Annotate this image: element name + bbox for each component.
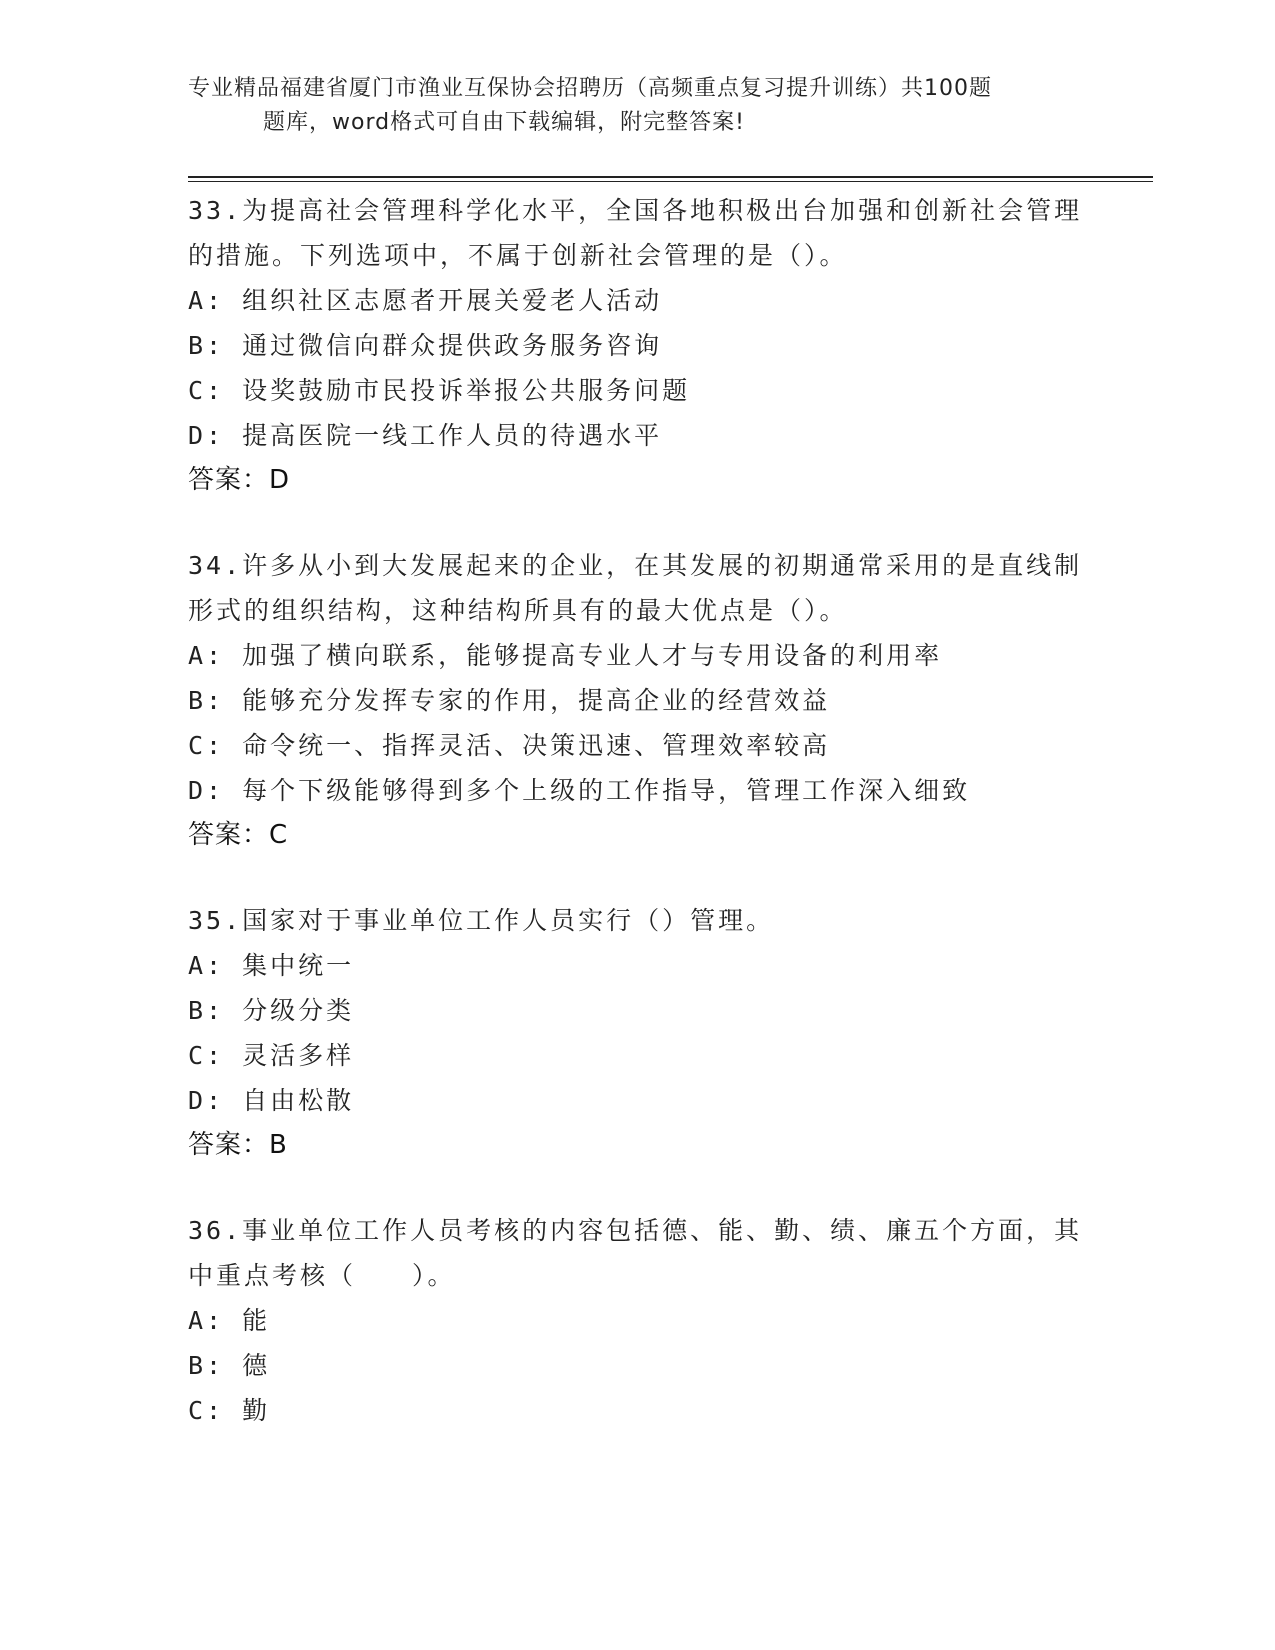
option-c: C: 设奖鼓励市民投诉举报公共服务问题 bbox=[188, 376, 691, 405]
question-stem: 34.许多从小到大发展起来的企业，在其发展的初期通常采用的是直线制形式的组织结构，这种结构所具有的最大优点是（）。 bbox=[188, 551, 1083, 625]
option-c: C: 命令统一、指挥灵活、决策迅速、管理效率较高 bbox=[188, 731, 831, 760]
answer-label: 答案：B bbox=[188, 1130, 288, 1160]
question-33 bbox=[188, 188, 1088, 503]
question-stem: 33.为提高社会管理科学化水平，全国各地积极出台加强和创新社会管理的措施。下列选项中，不属于创新社会管理的是（）。 bbox=[188, 196, 1083, 270]
question-stem: 36.事业单位工作人员考核的内容包括德、能、勤、绩、廉五个方面，其中重点考核（ ）。 bbox=[188, 1216, 1083, 1290]
question-list bbox=[188, 188, 1088, 1473]
option-d: D: 提高医院一线工作人员的待遇水平 bbox=[188, 421, 663, 450]
header-divider-bottom bbox=[188, 181, 1153, 182]
option-a: A: 加强了横向联系，能够提高专业人才与专用设备的利用率 bbox=[188, 641, 943, 670]
option-a: A: 组织社区志愿者开展关爱老人活动 bbox=[188, 286, 663, 315]
question-36 bbox=[188, 1208, 1088, 1433]
option-d: D: 自由松散 bbox=[188, 1086, 355, 1115]
option-c: C: 勤 bbox=[188, 1396, 271, 1425]
answer-label: 答案：C bbox=[188, 820, 289, 850]
option-b: B: 德 bbox=[188, 1351, 271, 1380]
option-a: A: 集中统一 bbox=[188, 951, 355, 980]
question-35 bbox=[188, 898, 1088, 1168]
option-d: D: 每个下级能够得到多个上级的工作指导，管理工作深入细致 bbox=[188, 776, 971, 805]
option-b: B: 通过微信向群众提供政务服务咨询 bbox=[188, 331, 663, 360]
question-stem: 35.国家对于事业单位工作人员实行（）管理。 bbox=[188, 906, 775, 935]
header-title-line2: 题库，word格式可自由下载编辑，附完整答案! bbox=[263, 110, 745, 135]
option-b: B: 能够充分发挥专家的作用，提高企业的经营效益 bbox=[188, 686, 831, 715]
option-b: B: 分级分类 bbox=[188, 996, 355, 1025]
option-a: A: 能 bbox=[188, 1306, 271, 1335]
option-c: C: 灵活多样 bbox=[188, 1041, 355, 1070]
header-title-line1: 专业精品福建省厦门市渔业互保协会招聘历（高频重点复习提升训练）共100题 bbox=[188, 76, 992, 101]
answer-label: 答案：D bbox=[188, 465, 291, 495]
question-34 bbox=[188, 543, 1088, 858]
document-header bbox=[188, 72, 1068, 140]
header-divider-top bbox=[188, 176, 1153, 178]
